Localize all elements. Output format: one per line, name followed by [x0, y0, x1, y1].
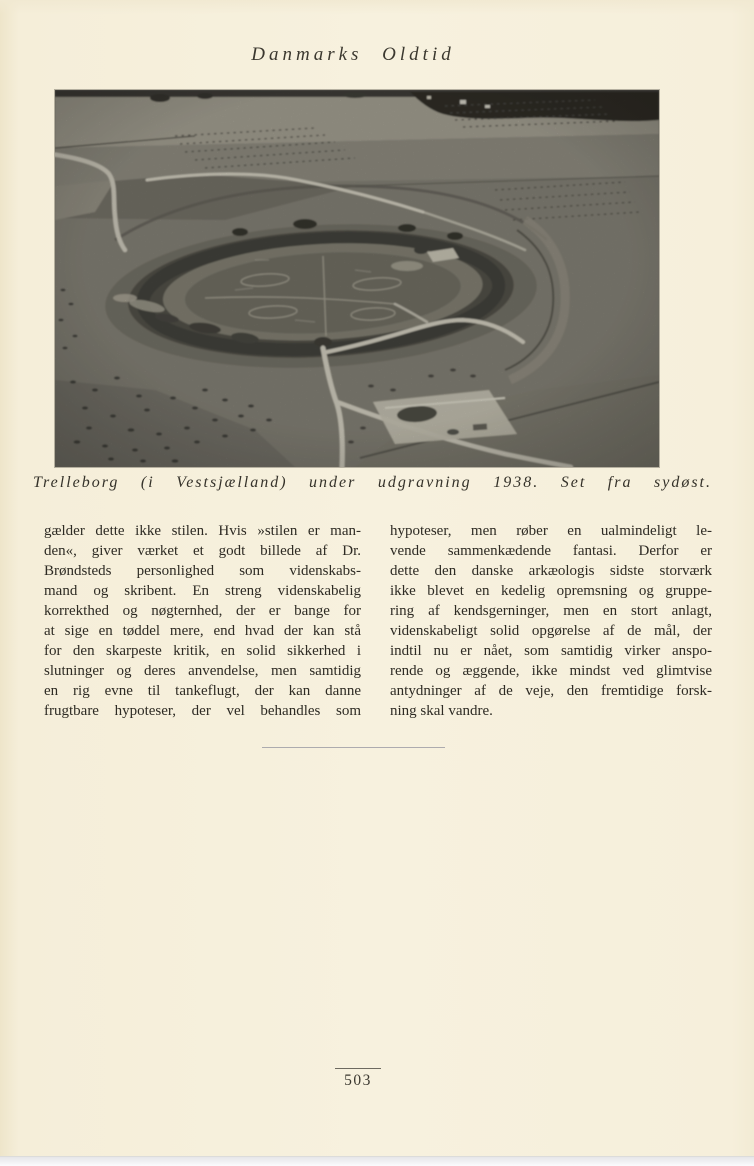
- text-line: rende og æggende, ikke mindst ved glimtvise: [390, 663, 712, 679]
- text-line: Brøndsteds personlighed som videnskabs-: [44, 563, 361, 579]
- text-line: frugtbare hypoteser, der vel behandles som: [44, 703, 361, 719]
- page-header-title: Danmarks Oldtid: [251, 44, 455, 65]
- photo-caption: Trelleborg (i Vestsjælland) under udgravning 1938. Set fra sydøst.: [33, 474, 712, 491]
- text-line: en rig evne til tankeflugt, der kan danne: [44, 683, 361, 699]
- text-line: indtil nu er nået, som samtidig virker anspo-: [390, 643, 712, 659]
- aerial-photo-illustration: [55, 90, 659, 467]
- text-line: vende sammenkædende fantasi. Derfor er: [390, 543, 712, 559]
- text-line: videnskabeligt solid opgørelse af de mål, der: [390, 623, 712, 639]
- page-number-block: [333, 1068, 383, 1090]
- text-line: ring af kendsgerninger, men en stort anlagt,: [390, 603, 712, 619]
- text-line: slutninger og deres anvendelse, men samtidig: [44, 663, 361, 679]
- text-line: at sige en tøddel mere, end hvad der kan stå: [44, 623, 361, 639]
- text-column-left: [44, 521, 361, 721]
- text-column-right: [390, 521, 712, 721]
- text-line: korrekthed og nøgternhed, der er bange for: [44, 603, 361, 619]
- text-line: ikke blevet en kedelig opremsning og gruppe-: [390, 583, 712, 599]
- text-line: dette den danske arkæologis sidste storværk: [390, 563, 712, 579]
- text-line: antydninger af de veje, den fremtidige forsk-: [390, 683, 712, 699]
- text-line: den«, giver værket et godt billede af Dr.: [44, 543, 361, 559]
- aerial-photo: [55, 90, 659, 467]
- text-line: mand og skribent. En streng videnskabelig: [44, 583, 361, 599]
- page-number-rule: [335, 1068, 381, 1069]
- text-line: gælder dette ikke stilen. Hvis »stilen er man-: [44, 523, 361, 539]
- text-line: hypoteser, men røber en ualmindeligt le-: [390, 523, 712, 539]
- text-line: for den skarpeste kritik, en solid sikkerhed i: [44, 643, 361, 659]
- scan-bottom-edge: [0, 1156, 754, 1166]
- page-number: 503: [344, 1072, 372, 1089]
- section-divider-rule: [262, 747, 445, 748]
- photo-grain: [55, 90, 659, 467]
- text-line: ning skal vandre.: [390, 703, 493, 719]
